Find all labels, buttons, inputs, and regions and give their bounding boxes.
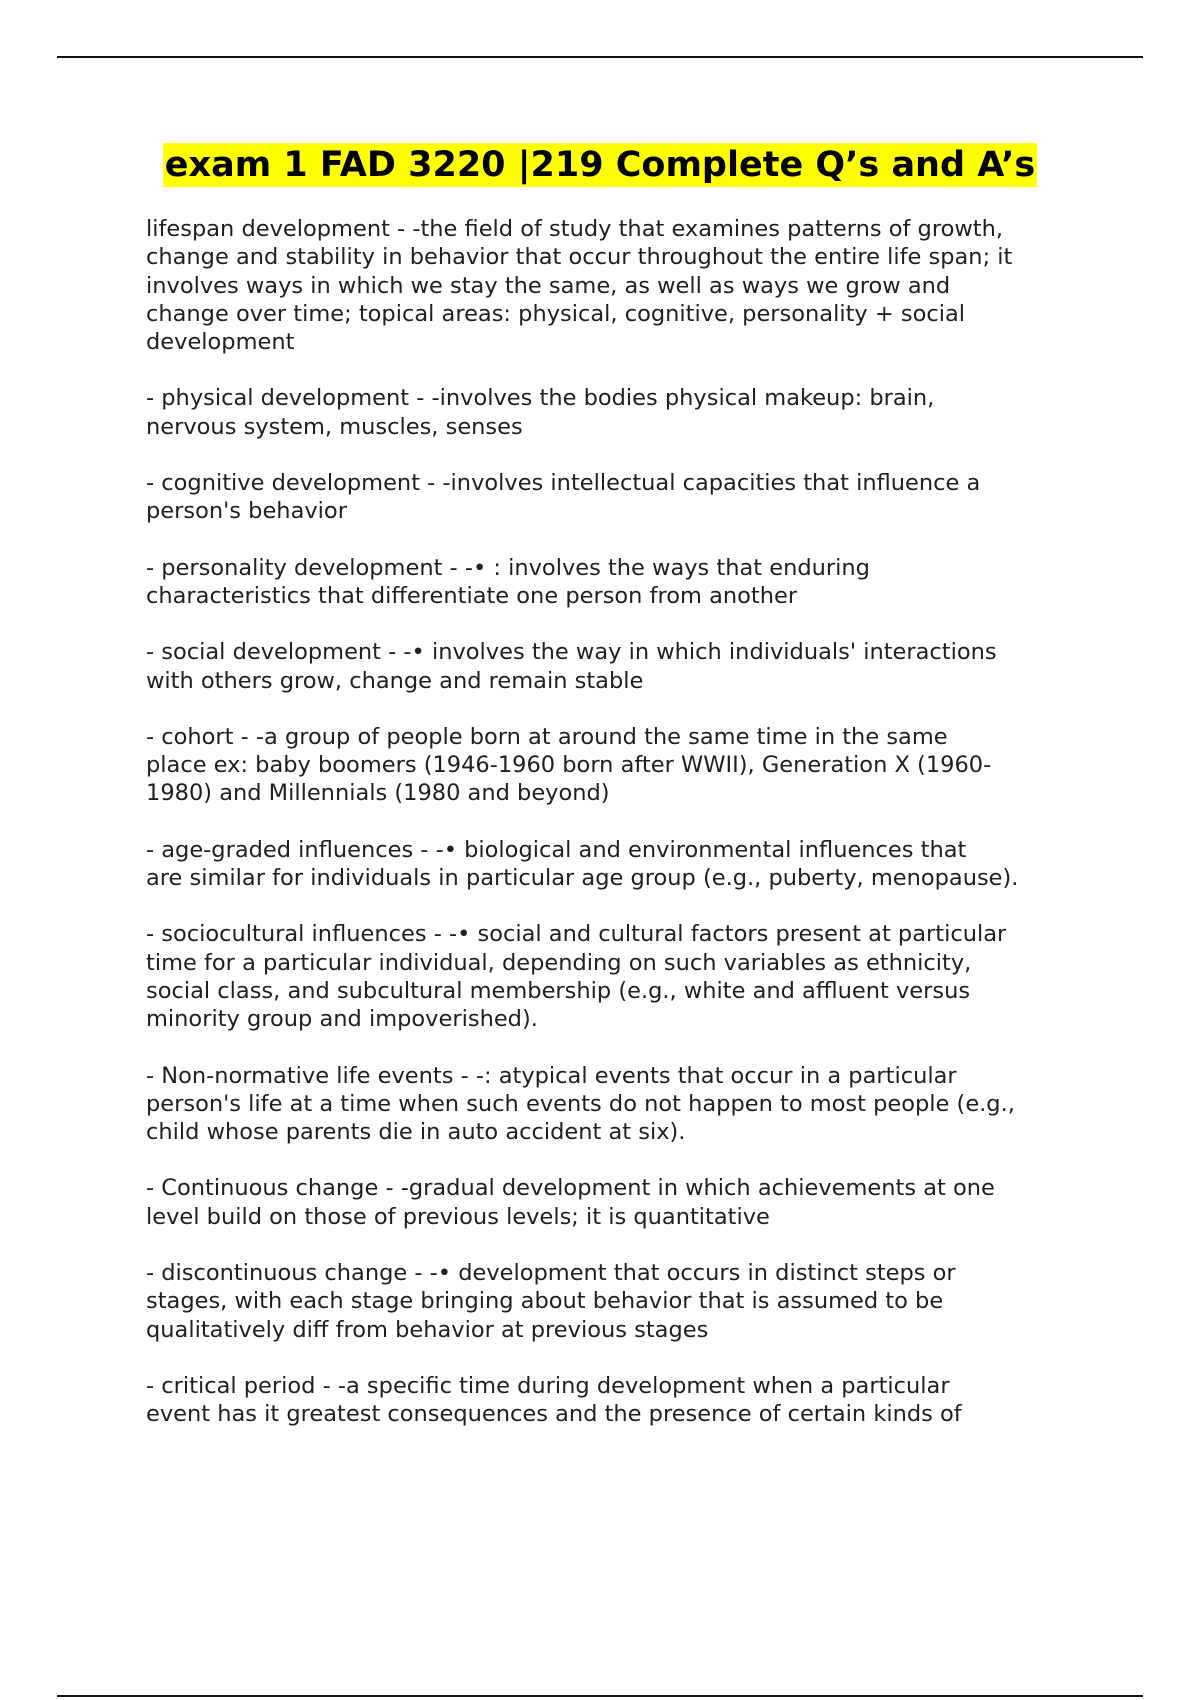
top-rule (57, 56, 1143, 58)
entry-non-normative-life-events: - Non-normative life events - -: atypical events that occur in a particular person's life at a time when such events do not happen to most people (e.g., child whose parents die in auto accident at six). (146, 1062, 1015, 1146)
entry-discontinuous-change: - discontinuous change - -• development that occurs in distinct steps or stages, with each stage bringing about behavior that is assumed to be qualitatively diff from behavior at previous stages (146, 1260, 956, 1343)
entry-social-development: - social development - -• involves the way in which individuals' interactions with others grow, change and remain stable (146, 639, 997, 694)
title-container (0, 143, 1200, 187)
entry-age-graded-influences: - age-graded influences - -• biological and environmental influences that are similar for individuals in particular age group (e.g., puberty, menopause). (146, 836, 1019, 892)
entry-cohort: - cohort - -a group of people born at around the same time in the same place ex: baby boomers (1946-1960 born after WWII), Generation X (1960- 1980) and Millennials (1980 and beyond) (146, 723, 992, 807)
entry-physical-development: - physical development - -involves the bodies physical makeup: brain, nervous system, muscles, senses (146, 385, 935, 440)
entry-continuous-change: - Continuous change - -gradual development in which achievements at one level build on those of previous levels; it is quantitative (146, 1175, 995, 1230)
entry-lifespan-development: lifespan development - -the field of study that examines patterns of growth, change and stability in behavior that occur throughout the entire life span; it involves ways in which we stay the same, as well as ways we grow and change over time; topical areas: physical, cognitive, personality + social development (146, 216, 1013, 356)
entry-cognitive-development: - cognitive development - -involves intellectual capacities that influence a person's behavior (146, 470, 981, 525)
entries-list (146, 215, 1096, 1457)
entry-personality-development: - personality development - -• : involves the ways that enduring characteristics that differentiate one person from another (146, 554, 870, 609)
bottom-rule (57, 1695, 1143, 1697)
entry-sociocultural-influences: - sociocultural influences - -• social and cultural factors present at particular time for a particular individual, depending on such variables as ethnicity, social class, and subcultural membership (e.g., white and affluent versus minority group and impoverished). (146, 921, 1007, 1033)
document-title: exam 1 FAD 3220 |219 Complete Q’s and A’s (164, 145, 1036, 185)
entry-critical-period: - critical period - -a specific time during development when a particular event has it greatest consequences and the presence of certain kinds of (146, 1372, 962, 1428)
